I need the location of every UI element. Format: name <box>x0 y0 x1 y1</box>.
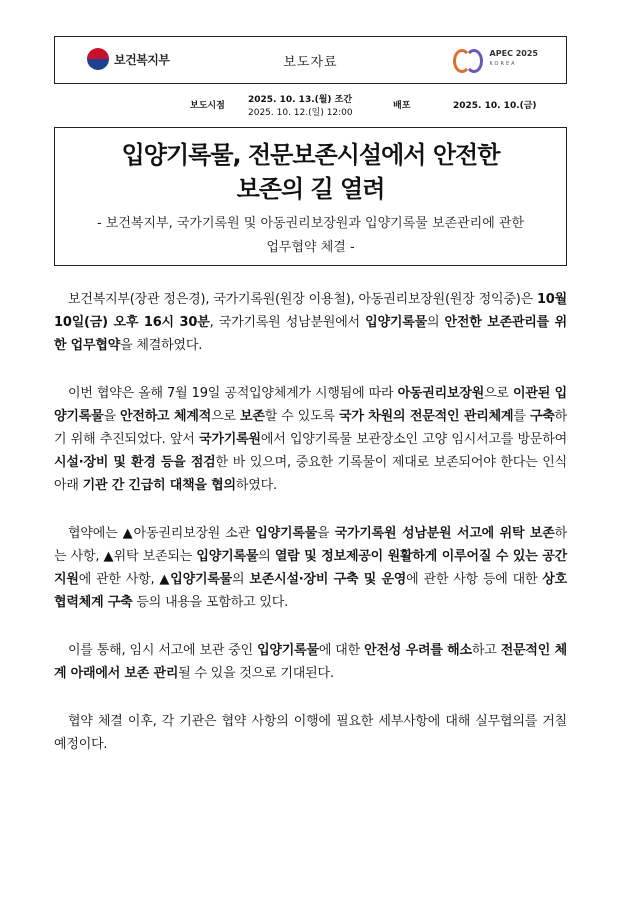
paragraph-1: 보건복지부(장관 정은경), 국가기록원(원장 이용철), 아동권리보장원(원장 정익중)은 10월 10일(금) 오후 16시 30분, 국가기록원 성남분원에서 입양기록물의 안전한 보존관리를 위한 업무협약을 체결하였다. <box>54 292 567 353</box>
embargo-online-date: 2025. 10. 12.(일) 12:00 <box>248 108 353 118</box>
distribution-label: 배포 <box>393 101 411 111</box>
press-release-header <box>54 36 567 84</box>
subheadline-line-1: - 보건복지부, 국가기록원 및 아동권리보장원과 입양기록물 보존관리에 관한 <box>96 216 525 231</box>
apec-emblem-icon <box>453 46 485 72</box>
headline-line-2: 보존의 길 열려 <box>236 175 385 203</box>
embargo-date: 2025. 10. 13.(월) 조간 <box>248 95 353 105</box>
article-body <box>54 288 567 781</box>
press-release-label: 보도자료 <box>283 55 338 70</box>
paragraph-3: 협약에는 ▲아동권리보장원 소관 입양기록물을 국가기록원 성남분원 서고에 위탁 보존하는 사항, ▲위탁 보존되는 입양기록물의 열람 및 정보제공이 원활하게 이루어질 수 있는 공간 지원에 관한 사항, ▲입양기록물의 보존시설·장비 구축 및 운영에 관한 사항 등에 대한 상호 협력체계 구축 등의 내용을 포함하고 있다. <box>54 526 568 610</box>
paragraph-2: 이번 협약은 올해 7월 19일 공적입양체계가 시행됨에 따라 아동권리보장원으로 이관된 입양기록물을 안전하고 체계적으로 보존할 수 있도록 국가 차원의 전문적인 관리체계를 구축하기 위해 추진되었다. 앞서 국가기록원에서 입양기록물 보관장소인 고양 임시서고를 방문하여 시설·장비 및 환경 등을 점검한 바 있으며, 중요한 기록물이 제대로 보존되어야 한다는 인식 아래 기관 간 긴급히 대책을 협의하였다. <box>54 386 568 493</box>
paragraph-5: 협약 체결 이후, 각 기관은 협약 사항의 이행에 필요한 세부사항에 대해 실무협의를 거칠 예정이다. <box>54 714 567 752</box>
apec-title: APEC 2025 <box>489 49 538 58</box>
release-dates <box>0 90 624 120</box>
subheadline <box>75 212 546 260</box>
headline <box>55 138 566 206</box>
apec-country: KOREA <box>489 61 517 67</box>
embargo-label: 보도시점 <box>190 101 225 111</box>
apec-logo <box>453 46 538 72</box>
headline-box <box>54 127 567 266</box>
distribution-date: 2025. 10. 10.(금) <box>453 101 537 111</box>
ministry-name: 보건복지부 <box>114 52 170 67</box>
subheadline-line-2: 업무협약 체결 - <box>266 240 355 255</box>
headline-line-1: 입양기록물, 전문보존시설에서 안전한 <box>121 141 500 169</box>
paragraph-4: 이를 통해, 임시 서고에 보관 중인 입양기록물에 대한 안전성 우려를 해소하고 전문적인 체계 아래에서 보존 관리될 수 있을 것으로 기대된다. <box>54 643 567 681</box>
